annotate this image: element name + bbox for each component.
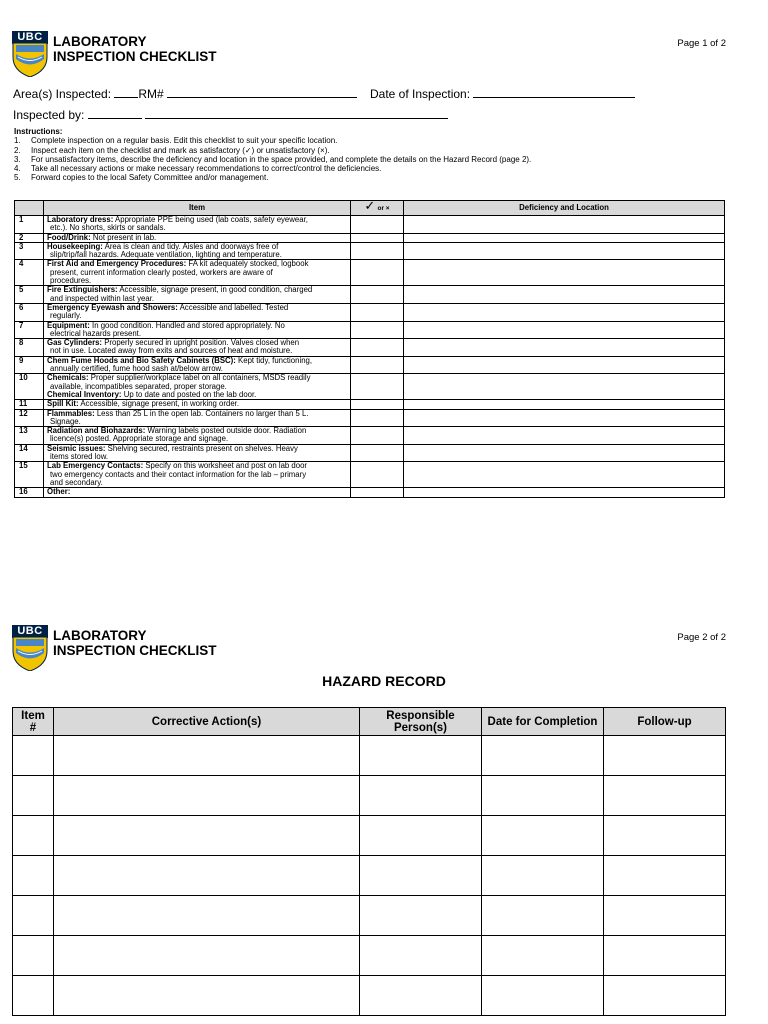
deficiency-cell[interactable] bbox=[404, 356, 725, 374]
cell-follow-up[interactable] bbox=[604, 856, 726, 896]
item-header: Item bbox=[44, 201, 351, 216]
item-text-cont: and inspected within last year. bbox=[50, 293, 155, 303]
hazard-row bbox=[13, 976, 726, 1016]
cell-person[interactable] bbox=[360, 816, 482, 856]
cell-item[interactable] bbox=[13, 896, 54, 936]
item-number: 16 bbox=[15, 488, 44, 497]
item-text-cont: etc.). No shorts, skirts or sandals. bbox=[50, 223, 166, 233]
cell-follow-up[interactable] bbox=[604, 776, 726, 816]
instruction-item: 4. Take all necessary actions or make necessary recommendations to correct/control the deficiencies. bbox=[14, 164, 382, 174]
inspected-by-field bbox=[13, 107, 448, 122]
cell-action[interactable] bbox=[54, 896, 360, 936]
instruction-item: 5. Forward copies to the local Safety Committee and/or management. bbox=[14, 173, 269, 183]
page1-title bbox=[53, 34, 217, 64]
item-text: FA kit adequately stocked, logbook bbox=[186, 259, 309, 269]
cell-item[interactable] bbox=[13, 776, 54, 816]
instruction-item: 3. For unsatisfactory items, describe the deficiency and location in the space provided, and complete the details on the Hazard Record (page 2). bbox=[14, 154, 532, 164]
item-description bbox=[44, 321, 351, 339]
item-description bbox=[44, 427, 351, 445]
item-title: Lab Emergency Contacts: bbox=[47, 461, 144, 471]
item-title: Radiation and Biohazards: bbox=[47, 426, 146, 436]
item-number: 12 bbox=[15, 409, 44, 427]
cell-action[interactable] bbox=[54, 816, 360, 856]
cell-person[interactable] bbox=[360, 736, 482, 776]
check-cell[interactable] bbox=[351, 242, 404, 260]
item-number: 6 bbox=[15, 303, 44, 321]
cell-follow-up[interactable] bbox=[604, 896, 726, 936]
item-text-cont: regularly. bbox=[50, 311, 82, 321]
col-item-number: Item # bbox=[13, 708, 54, 736]
item-text-cont: not in use. Located away from exits and sources of heat and moisture. bbox=[50, 346, 293, 356]
item-text: Proper supplier/workplace label on all containers, MSDS readily bbox=[88, 373, 311, 383]
cell-date[interactable] bbox=[482, 856, 604, 896]
cell-date[interactable] bbox=[482, 736, 604, 776]
item-text-cont: Signage. bbox=[50, 416, 81, 426]
deficiency-cell[interactable] bbox=[404, 488, 725, 497]
cell-follow-up[interactable] bbox=[604, 816, 726, 856]
check-cell[interactable] bbox=[351, 374, 404, 400]
cell-person[interactable] bbox=[360, 976, 482, 1016]
instructions bbox=[14, 127, 654, 183]
checklist-row bbox=[15, 216, 725, 234]
item-number: 8 bbox=[15, 339, 44, 357]
checklist-row bbox=[15, 444, 725, 462]
item-title: Gas Cylinders: bbox=[47, 338, 103, 348]
checklist-row bbox=[15, 339, 725, 357]
deficiency-cell[interactable] bbox=[404, 286, 725, 304]
instruction-item: 1. Complete inspection on a regular basis. Edit this checklist to suit your specific location. bbox=[14, 136, 338, 146]
hazard-row bbox=[13, 896, 726, 936]
deficiency-cell[interactable] bbox=[404, 462, 725, 488]
inspected-by-blank1[interactable] bbox=[88, 107, 142, 119]
inspected-by-blank2[interactable] bbox=[145, 107, 448, 119]
cell-date[interactable] bbox=[482, 776, 604, 816]
item-text: Appropriate PPE being used (lab coats, safety eyewear, bbox=[113, 215, 308, 224]
hazard-record-heading: HAZARD RECORD bbox=[322, 673, 446, 689]
page1-number: Page 1 of 2 bbox=[677, 38, 726, 49]
item-description bbox=[44, 356, 351, 374]
check-cell[interactable] bbox=[351, 400, 404, 409]
item-number: 2 bbox=[15, 233, 44, 242]
hazard-record-table bbox=[12, 707, 726, 1016]
check-cell[interactable] bbox=[351, 303, 404, 321]
item-description bbox=[44, 409, 351, 427]
checklist-row bbox=[15, 462, 725, 488]
deficiency-cell[interactable] bbox=[404, 409, 725, 427]
cell-action[interactable] bbox=[54, 736, 360, 776]
item-number: 11 bbox=[15, 400, 44, 409]
item-text-cont: procedures. bbox=[50, 276, 92, 286]
item-description bbox=[44, 260, 351, 286]
item-text: Less than 25 L in the open lab. Containers no larger than 5 L. bbox=[94, 408, 309, 418]
col-corrective-action: Corrective Action(s) bbox=[54, 708, 360, 736]
checkmark-icon: ✓ bbox=[364, 198, 376, 214]
check-cell[interactable] bbox=[351, 427, 404, 445]
cell-item[interactable] bbox=[13, 816, 54, 856]
item-title: Seismic issues: bbox=[47, 443, 106, 453]
date-label: Date of Inspection: bbox=[370, 87, 471, 101]
item-text-cont: licence(s) posted. Appropriate storage and signage. bbox=[50, 434, 229, 444]
cell-follow-up[interactable] bbox=[604, 976, 726, 1016]
page2-number: Page 2 of 2 bbox=[677, 632, 726, 643]
cell-action[interactable] bbox=[54, 856, 360, 896]
item-text: Accessible, signage present, in good condition, charged bbox=[117, 285, 313, 295]
item-title: Emergency Eyewash and Showers: bbox=[47, 302, 178, 312]
deficiency-cell[interactable] bbox=[404, 260, 725, 286]
logo-text: UBC bbox=[12, 625, 48, 638]
inspected-by-label: Inspected by: bbox=[13, 108, 85, 122]
cell-follow-up[interactable] bbox=[604, 936, 726, 976]
ubc-crest-icon bbox=[12, 637, 48, 671]
deficiency-cell[interactable] bbox=[404, 303, 725, 321]
checklist-row bbox=[15, 286, 725, 304]
item-description bbox=[44, 303, 351, 321]
item-text: Accessible, signage present, in working order. bbox=[78, 399, 239, 409]
hazard-row bbox=[13, 856, 726, 896]
cell-item[interactable] bbox=[13, 936, 54, 976]
deficiency-cell[interactable] bbox=[404, 339, 725, 357]
cell-action[interactable] bbox=[54, 776, 360, 816]
checklist-row bbox=[15, 356, 725, 374]
deficiency-cell[interactable] bbox=[404, 233, 725, 242]
item-number: 1 bbox=[15, 216, 44, 234]
item-title: Equipment: bbox=[47, 320, 90, 330]
checklist-row bbox=[15, 260, 725, 286]
cell-person[interactable] bbox=[360, 936, 482, 976]
item-title: Fire Extinguishers: bbox=[47, 285, 118, 295]
rm-label: RM# bbox=[138, 87, 164, 101]
cell-date[interactable] bbox=[482, 896, 604, 936]
page2-title bbox=[53, 628, 217, 658]
title-line2: INSPECTION CHECKLIST bbox=[53, 49, 217, 64]
deficiency-cell[interactable] bbox=[404, 242, 725, 260]
item-number: 15 bbox=[15, 462, 44, 488]
item-title: Food/Drink: bbox=[47, 232, 91, 242]
checklist-table bbox=[14, 200, 725, 498]
title-line1: LABORATORY bbox=[53, 628, 147, 643]
item-text-cont: electrical hazards present. bbox=[50, 328, 142, 338]
item-description bbox=[44, 339, 351, 357]
check-cell[interactable] bbox=[351, 260, 404, 286]
item-description bbox=[44, 462, 351, 488]
cell-person[interactable] bbox=[360, 776, 482, 816]
cell-person[interactable] bbox=[360, 856, 482, 896]
item-title: First Aid and Emergency Procedures: bbox=[47, 259, 187, 269]
item-text: Warning labels posted outside door. Radiation bbox=[145, 426, 307, 436]
checklist-row bbox=[15, 409, 725, 427]
instruction-item: 2. Inspect each item on the checklist and mark as satisfactory (✓) or unsatisfactory (×). bbox=[14, 145, 330, 155]
item-description bbox=[44, 374, 351, 400]
check-cell[interactable] bbox=[351, 356, 404, 374]
date-blank[interactable] bbox=[473, 86, 635, 98]
checklist-row bbox=[15, 488, 725, 497]
deficiency-cell[interactable] bbox=[404, 321, 725, 339]
item-number: 13 bbox=[15, 427, 44, 445]
item-number: 5 bbox=[15, 286, 44, 304]
item-description bbox=[44, 216, 351, 234]
check-cell[interactable] bbox=[351, 444, 404, 462]
item-number: 10 bbox=[15, 374, 44, 400]
check-cell[interactable] bbox=[351, 409, 404, 427]
cell-action[interactable] bbox=[54, 936, 360, 976]
item-description bbox=[44, 488, 351, 497]
item-title: Chemicals: bbox=[47, 373, 89, 383]
item-text: Specify on this worksheet and post on lab door bbox=[143, 461, 308, 471]
area-label: Area(s) Inspected: bbox=[13, 87, 112, 101]
title-line2: INSPECTION CHECKLIST bbox=[53, 643, 217, 658]
checklist-row bbox=[15, 303, 725, 321]
item-number: 9 bbox=[15, 356, 44, 374]
check-cell[interactable] bbox=[351, 321, 404, 339]
deficiency-cell[interactable] bbox=[404, 444, 725, 462]
checklist-row bbox=[15, 242, 725, 260]
item-text-cont: items stored low. bbox=[50, 452, 109, 462]
hazard-row bbox=[13, 736, 726, 776]
item-description bbox=[44, 444, 351, 462]
item-text-cont: slip/trip/fall hazards. Adequate ventilation, lighting and temperature. bbox=[50, 250, 282, 260]
date-field bbox=[370, 86, 635, 101]
check-cell[interactable] bbox=[351, 216, 404, 234]
deficiency-cell[interactable] bbox=[404, 216, 725, 234]
item-text: Up to date and posted on the lab door. bbox=[121, 389, 257, 399]
cell-person[interactable] bbox=[360, 896, 482, 936]
area-field bbox=[13, 86, 357, 101]
cell-date[interactable] bbox=[482, 936, 604, 976]
item-text: Properly secured in upright position. Valves closed when bbox=[102, 338, 300, 348]
cell-item[interactable] bbox=[13, 976, 54, 1016]
cell-date[interactable] bbox=[482, 816, 604, 856]
item-number: 4 bbox=[15, 260, 44, 286]
item-title: Chemical Inventory: bbox=[47, 389, 122, 399]
hazard-row bbox=[13, 816, 726, 856]
item-title: Laboratory dress: bbox=[47, 215, 114, 224]
deficiency-cell[interactable] bbox=[404, 427, 725, 445]
cell-date[interactable] bbox=[482, 976, 604, 1016]
cell-action[interactable] bbox=[54, 976, 360, 1016]
hazard-row bbox=[13, 776, 726, 816]
deficiency-cell[interactable] bbox=[404, 374, 725, 400]
item-text: Accessible and labelled. Tested bbox=[177, 302, 289, 312]
col-date-for-completion: Date for Completion bbox=[482, 708, 604, 736]
ubc-logo bbox=[12, 31, 48, 77]
rm-blank[interactable] bbox=[167, 86, 357, 98]
item-title: Other: bbox=[47, 487, 71, 497]
title-line1: LABORATORY bbox=[53, 34, 147, 49]
check-header: ✓ or × bbox=[351, 201, 404, 216]
item-text: Kept tidy, functioning, bbox=[235, 355, 313, 365]
item-description bbox=[44, 242, 351, 260]
col-follow-up: Follow-up bbox=[604, 708, 726, 736]
check-cell[interactable] bbox=[351, 488, 404, 497]
item-number: 3 bbox=[15, 242, 44, 260]
cell-follow-up[interactable] bbox=[604, 736, 726, 776]
area-blank[interactable] bbox=[114, 86, 138, 98]
cell-item[interactable] bbox=[13, 856, 54, 896]
ubc-logo bbox=[12, 625, 48, 671]
check-cell[interactable] bbox=[351, 462, 404, 488]
check-cell[interactable] bbox=[351, 286, 404, 304]
item-number: 14 bbox=[15, 444, 44, 462]
item-text-cont: and secondary. bbox=[50, 477, 103, 487]
item-description bbox=[44, 286, 351, 304]
hazard-row bbox=[13, 936, 726, 976]
col-responsible-person: Responsible Person(s) bbox=[360, 708, 482, 736]
deficiency-cell[interactable] bbox=[404, 400, 725, 409]
item-text-cont: two emergency contacts and their contact information for the lab – primary bbox=[50, 469, 307, 479]
item-text-cont: annually certified, fume hood sash at/below arrow. bbox=[50, 364, 223, 374]
item-text: In good condition. Handled and stored appropriately. No bbox=[89, 320, 285, 330]
check-cell[interactable] bbox=[351, 233, 404, 242]
cell-item[interactable] bbox=[13, 736, 54, 776]
item-title: Spill Kit: bbox=[47, 399, 79, 409]
checklist-row bbox=[15, 427, 725, 445]
item-number: 7 bbox=[15, 321, 44, 339]
item-text: Shelving secured, restraints present on shelves. Heavy bbox=[105, 443, 298, 453]
deficiency-header: Deficiency and Location bbox=[404, 201, 725, 216]
checklist-header-row bbox=[15, 201, 725, 216]
checklist-row bbox=[15, 321, 725, 339]
check-cell[interactable] bbox=[351, 339, 404, 357]
checklist-row bbox=[15, 374, 725, 400]
item-text: Area is clean and tidy. Aisles and doorways free of bbox=[102, 241, 279, 251]
item-title: Housekeeping: bbox=[47, 241, 103, 251]
item-text-cont: available, incompatibles separated, proper storage. bbox=[50, 381, 227, 391]
instructions-heading: Instructions: bbox=[14, 127, 63, 136]
logo-text: UBC bbox=[12, 31, 48, 44]
ubc-crest-icon bbox=[12, 43, 48, 77]
hazard-header-row bbox=[13, 708, 726, 736]
item-title: Chem Fume Hoods and Bio Safety Cabinets (BSC): bbox=[47, 355, 236, 365]
item-text: Not present in lab. bbox=[90, 232, 157, 242]
item-text-cont: present, current information clearly posted, workers are aware of bbox=[50, 267, 273, 277]
item-title: Flammables: bbox=[47, 408, 95, 418]
